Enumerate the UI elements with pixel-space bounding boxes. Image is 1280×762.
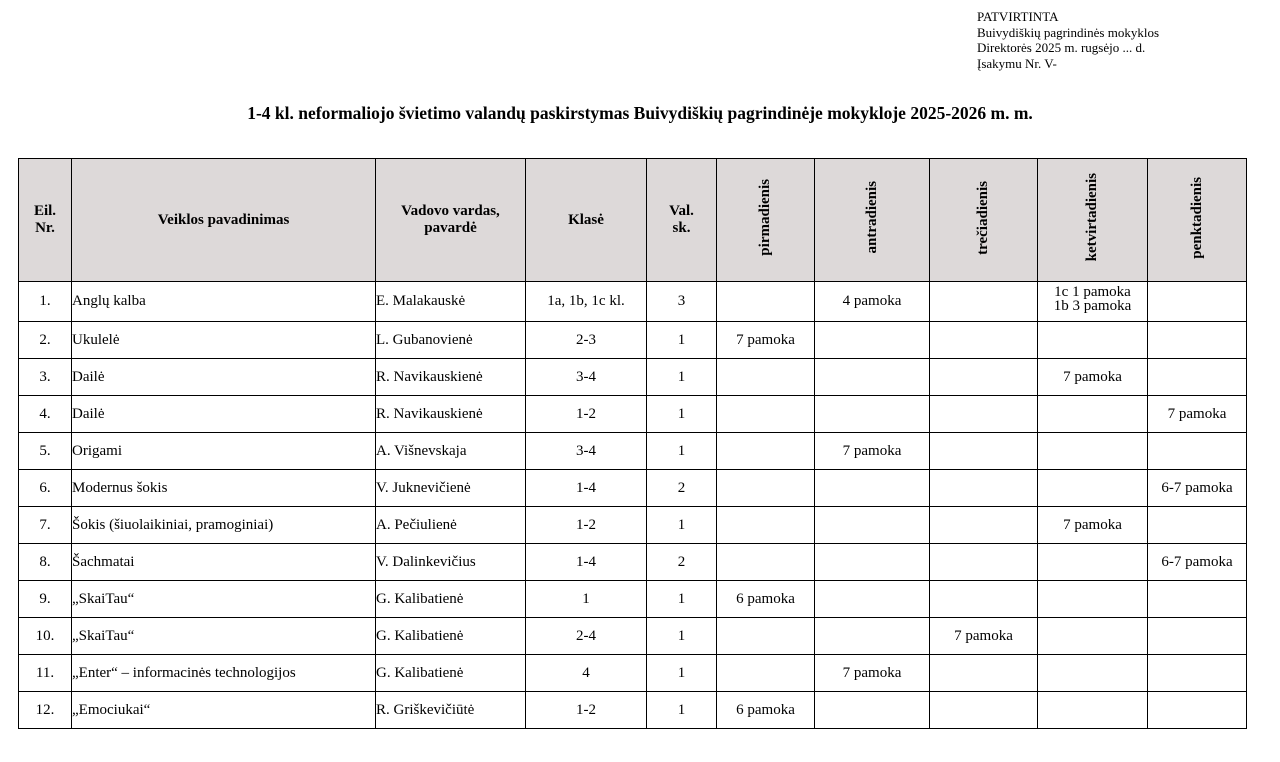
wednesday-cell: 7 pamoka: [930, 618, 1038, 655]
thursday-cell: [1038, 470, 1148, 507]
leader-name: A. Pečiulienė: [376, 507, 526, 544]
leader-name: R. Griškevičiūtė: [376, 692, 526, 729]
header-activity: Veiklos pavadinimas: [72, 159, 376, 282]
class-value: 2-3: [526, 322, 647, 359]
table-row: [19, 433, 1247, 470]
thursday-cell: [1038, 433, 1148, 470]
monday-cell: [717, 282, 815, 322]
monday-cell: 7 pamoka: [717, 322, 815, 359]
approval-block: [977, 9, 1159, 71]
row-nr: 10.: [19, 618, 72, 655]
activity-name: Dailė: [72, 359, 376, 396]
leader-name: V. Dalinkevičius: [376, 544, 526, 581]
monday-cell: [717, 618, 815, 655]
header-thursday-label: ketvirtadienis: [1084, 173, 1100, 262]
header-wednesday: [930, 159, 1038, 282]
header-nr: [19, 159, 72, 282]
leader-name: V. Juknevičienė: [376, 470, 526, 507]
hours-value: 1: [647, 692, 717, 729]
activity-name: Modernus šokis: [72, 470, 376, 507]
class-value: 1-4: [526, 544, 647, 581]
header-monday: [717, 159, 815, 282]
class-value: 3-4: [526, 359, 647, 396]
wednesday-cell: [930, 692, 1038, 729]
row-nr: 3.: [19, 359, 72, 396]
table-row: [19, 655, 1247, 692]
thursday-cell: [1038, 655, 1148, 692]
leader-name: E. Malakauskė: [376, 282, 526, 322]
table-row: [19, 581, 1247, 618]
tuesday-cell: [815, 581, 930, 618]
monday-cell: [717, 433, 815, 470]
monday-cell: 6 pamoka: [717, 581, 815, 618]
table-row: [19, 322, 1247, 359]
hours-value: 1: [647, 507, 717, 544]
table-row: [19, 396, 1247, 433]
tuesday-cell: [815, 507, 930, 544]
table-row: [19, 470, 1247, 507]
friday-cell: 6-7 pamoka: [1148, 470, 1247, 507]
row-nr: 6.: [19, 470, 72, 507]
header-monday-label: pirmadienis: [757, 179, 773, 256]
header-nr-label: Eil. Nr.: [33, 203, 57, 236]
thursday-slot: 1c 1 pamoka: [1054, 284, 1131, 300]
wednesday-cell: [930, 470, 1038, 507]
friday-cell: 7 pamoka: [1148, 396, 1247, 433]
tuesday-cell: 7 pamoka: [815, 433, 930, 470]
leader-name: R. Navikauskienė: [376, 359, 526, 396]
wednesday-cell: [930, 433, 1038, 470]
wednesday-cell: [930, 282, 1038, 322]
header-tuesday: [815, 159, 930, 282]
friday-cell: [1148, 655, 1247, 692]
table-row: [19, 618, 1247, 655]
table-row: [19, 544, 1247, 581]
hours-value: 3: [647, 282, 717, 322]
header-friday-label: penktadienis: [1188, 176, 1205, 259]
hours-value: 1: [647, 618, 717, 655]
row-nr: 1.: [19, 282, 72, 322]
monday-cell: [717, 507, 815, 544]
thursday-cell: [1038, 581, 1148, 618]
activity-name: „SkaiTau“: [72, 618, 376, 655]
monday-cell: [717, 655, 815, 692]
header-friday: [1148, 159, 1247, 282]
table-row: [19, 507, 1247, 544]
schedule-table: [18, 158, 1247, 729]
approval-line: Direktorės 2025 m. rugsėjo ... d.: [977, 40, 1146, 55]
wednesday-cell: [930, 655, 1038, 692]
friday-cell: [1148, 692, 1247, 729]
row-nr: 7.: [19, 507, 72, 544]
row-nr: 11.: [19, 655, 72, 692]
header-tuesday-label: antradienis: [863, 181, 880, 254]
activity-name: „SkaiTau“: [72, 581, 376, 618]
row-nr: 8.: [19, 544, 72, 581]
thursday-cell: 7 pamoka: [1038, 359, 1148, 396]
activity-name: Šokis (šiuolaikiniai, pramoginiai): [72, 507, 376, 544]
tuesday-cell: [815, 692, 930, 729]
tuesday-cell: [815, 396, 930, 433]
class-value: 1-2: [526, 507, 647, 544]
tuesday-cell: 4 pamoka: [815, 282, 930, 322]
activity-name: Šachmatai: [72, 544, 376, 581]
hours-value: 1: [647, 655, 717, 692]
hours-value: 1: [647, 433, 717, 470]
thursday-cell: [1038, 618, 1148, 655]
wednesday-cell: [930, 396, 1038, 433]
thursday-cell: [1038, 692, 1148, 729]
class-value: 1-2: [526, 396, 647, 433]
activity-name: „Emociukai“: [72, 692, 376, 729]
leader-name: G. Kalibatienė: [376, 581, 526, 618]
tuesday-cell: [815, 470, 930, 507]
wednesday-cell: [930, 322, 1038, 359]
class-value: 1a, 1b, 1c kl.: [526, 282, 647, 322]
approval-line: Buivydiškių pagrindinės mokyklos: [977, 24, 1159, 40]
hours-value: 1: [647, 581, 717, 618]
header-leader: [376, 159, 526, 282]
row-nr: 4.: [19, 396, 72, 433]
header-leader-label: Vadovo vardas, pavardė: [401, 203, 500, 236]
header-hours-label: Val. sk.: [669, 203, 694, 236]
wednesday-cell: [930, 581, 1038, 618]
leader-name: G. Kalibatienė: [376, 618, 526, 655]
class-value: 1-2: [526, 692, 647, 729]
row-nr: 12.: [19, 692, 72, 729]
leader-name: G. Kalibatienė: [376, 655, 526, 692]
activity-name: Origami: [72, 433, 376, 470]
class-value: 3-4: [526, 433, 647, 470]
header-class: Klasė: [526, 159, 647, 282]
hours-value: 1: [647, 396, 717, 433]
hours-value: 1: [647, 322, 717, 359]
monday-cell: [717, 396, 815, 433]
monday-cell: [717, 470, 815, 507]
monday-cell: [717, 544, 815, 581]
friday-cell: [1148, 359, 1247, 396]
approval-line: Įsakymu Nr. V-: [977, 55, 1057, 71]
wednesday-cell: [930, 507, 1038, 544]
row-nr: 9.: [19, 581, 72, 618]
class-value: 1-4: [526, 470, 647, 507]
tuesday-cell: [815, 322, 930, 359]
thursday-slot: 1b 3 pamoka: [1053, 298, 1132, 314]
activity-name: Dailė: [72, 396, 376, 433]
header-wednesday-label: trečiadienis: [975, 180, 991, 255]
friday-cell: [1148, 433, 1247, 470]
friday-cell: [1148, 581, 1247, 618]
class-value: 2-4: [526, 618, 647, 655]
header-thursday: [1038, 159, 1148, 282]
table-row: [19, 282, 1247, 322]
activity-name: „Enter“ – informacinės technologijos: [72, 655, 376, 692]
thursday-cell: [1038, 282, 1148, 322]
tuesday-cell: [815, 544, 930, 581]
row-nr: 2.: [19, 322, 72, 359]
table-row: [19, 359, 1247, 396]
tuesday-cell: [815, 359, 930, 396]
thursday-cell: [1038, 322, 1148, 359]
class-value: 1: [526, 581, 647, 618]
hours-value: 1: [647, 359, 717, 396]
row-nr: 5.: [19, 433, 72, 470]
monday-cell: [717, 359, 815, 396]
friday-cell: [1148, 507, 1247, 544]
wednesday-cell: [930, 359, 1038, 396]
table-row: [19, 692, 1247, 729]
leader-name: R. Navikauskienė: [376, 396, 526, 433]
monday-cell: 6 pamoka: [717, 692, 815, 729]
thursday-cell: 7 pamoka: [1038, 507, 1148, 544]
activity-name: Anglų kalba: [72, 282, 376, 322]
tuesday-cell: [815, 618, 930, 655]
hours-value: 2: [647, 470, 717, 507]
friday-cell: 6-7 pamoka: [1148, 544, 1247, 581]
tuesday-cell: 7 pamoka: [815, 655, 930, 692]
approval-line: PATVIRTINTA: [977, 9, 1059, 24]
friday-cell: [1148, 322, 1247, 359]
wednesday-cell: [930, 544, 1038, 581]
class-value: 4: [526, 655, 647, 692]
leader-name: A. Višnevskaja: [376, 433, 526, 470]
thursday-cell: [1038, 396, 1148, 433]
activity-name: Ukulelė: [72, 322, 376, 359]
header-hours: [647, 159, 717, 282]
leader-name: L. Gubanovienė: [376, 322, 526, 359]
header-row: [19, 159, 1247, 282]
friday-cell: [1148, 618, 1247, 655]
friday-cell: [1148, 282, 1247, 322]
hours-value: 2: [647, 544, 717, 581]
thursday-cell: [1038, 544, 1148, 581]
document-title: 1-4 kl. neformaliojo švietimo valandų paskirstymas Buivydiškių pagrindinėje mokykloje 2025-2026 m. m.: [247, 103, 1033, 123]
